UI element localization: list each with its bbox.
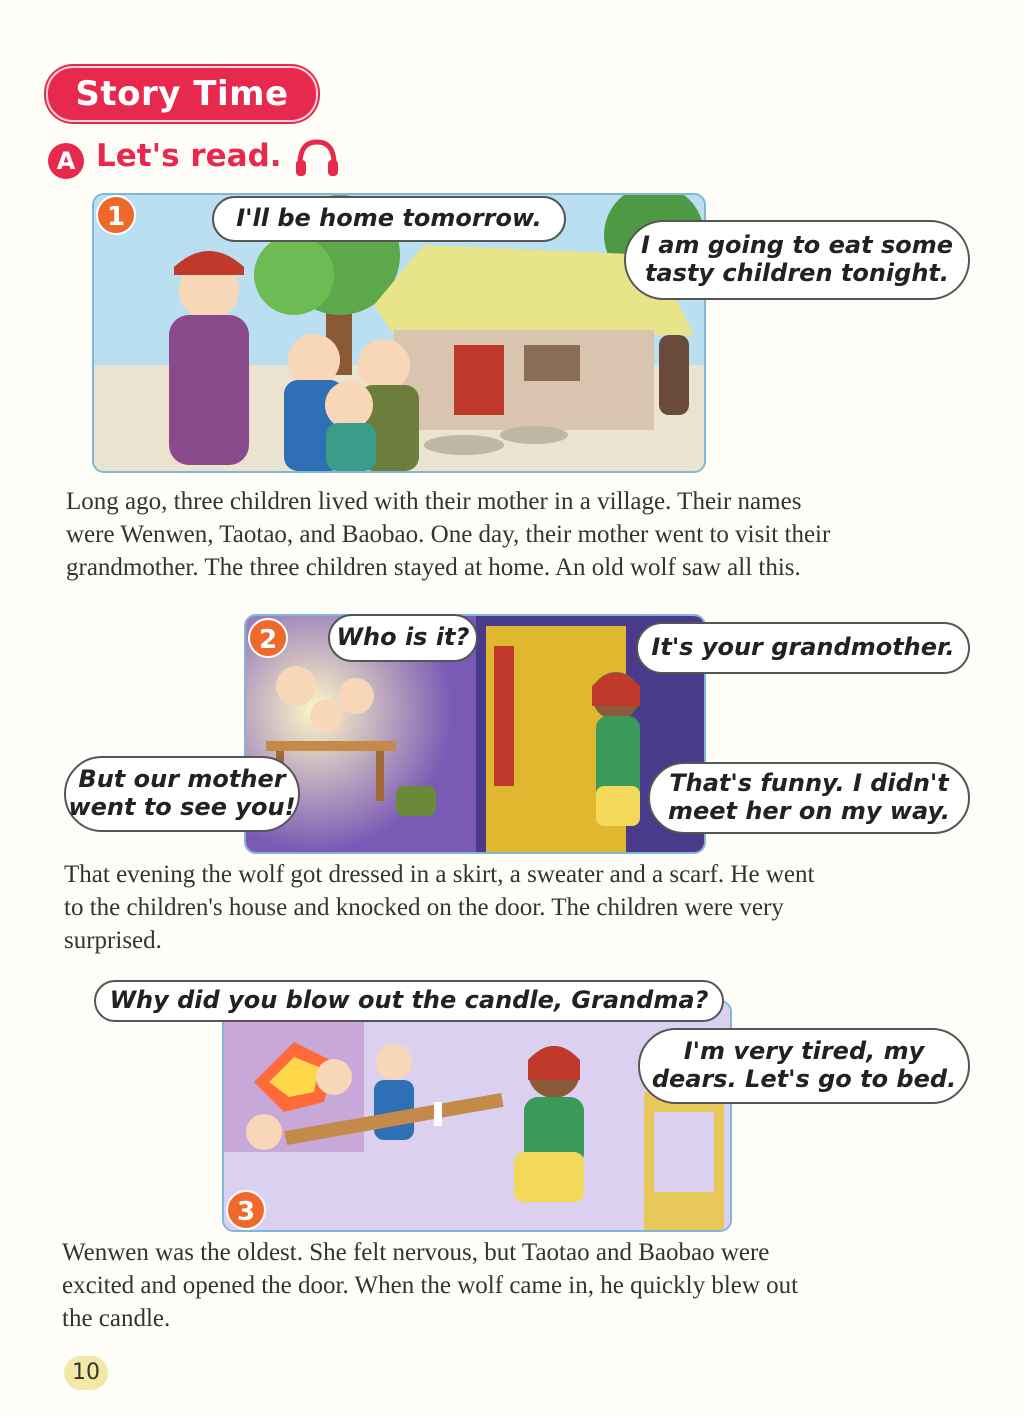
- speech-bubble-mother: I'll be home tomorrow.: [212, 196, 566, 242]
- page-number: 10: [64, 1356, 108, 1390]
- narration-panel-2: That evening the wolf got dressed in a skirt, a sweater and a scarf. He went to the children's house and knocked on the door. The children were very surprised.: [64, 861, 815, 954]
- speech-bubble-wenwen-text: But our mother went to see you!: [68, 765, 296, 821]
- speech-bubble-wenwen: [64, 756, 300, 832]
- section-subtitle: Let's read.: [96, 138, 282, 174]
- speech-bubble-children: Who is it?: [328, 614, 478, 662]
- speech-bubble-wolf: [624, 220, 970, 300]
- narration-panel-1: Long ago, three children lived with their mother in a village. Their names were Wenwen, Taotao, and Baobao. One day, their mother went to visit their grandmother. The three children stayed at home. An old wolf saw all this.: [66, 488, 831, 581]
- section-title-pill: Story Time: [46, 66, 318, 122]
- narration-panel-3: Wenwen was the oldest. She felt nervous, but Taotao and Baobao were excited and opened the door. When the wolf came in, he quickly blew out the candle.: [62, 1239, 799, 1332]
- speech-bubble-wenwen: Why did you blow out the candle, Grandma?: [94, 980, 724, 1022]
- speech-bubble-wolf-text: I am going to eat some tasty children tonight.: [640, 231, 954, 287]
- speech-bubble-wolf-text: I'm very tired, my dears. Let's go to bed.: [651, 1037, 957, 1093]
- panel-number-badge: 3: [226, 1190, 266, 1230]
- panel-number-badge: 2: [248, 618, 288, 658]
- speech-bubble-wolf-reply: [648, 762, 970, 834]
- panel-number-badge: 1: [96, 195, 136, 235]
- section-letter-badge: A: [48, 143, 84, 179]
- headphones-icon[interactable]: [294, 138, 340, 183]
- speech-bubble-wolf: [638, 1028, 970, 1104]
- speech-bubble-wolf: It's your grandmother.: [636, 622, 970, 674]
- speech-bubble-wolf-reply-text: That's funny. I didn't meet her on my way.: [667, 769, 951, 825]
